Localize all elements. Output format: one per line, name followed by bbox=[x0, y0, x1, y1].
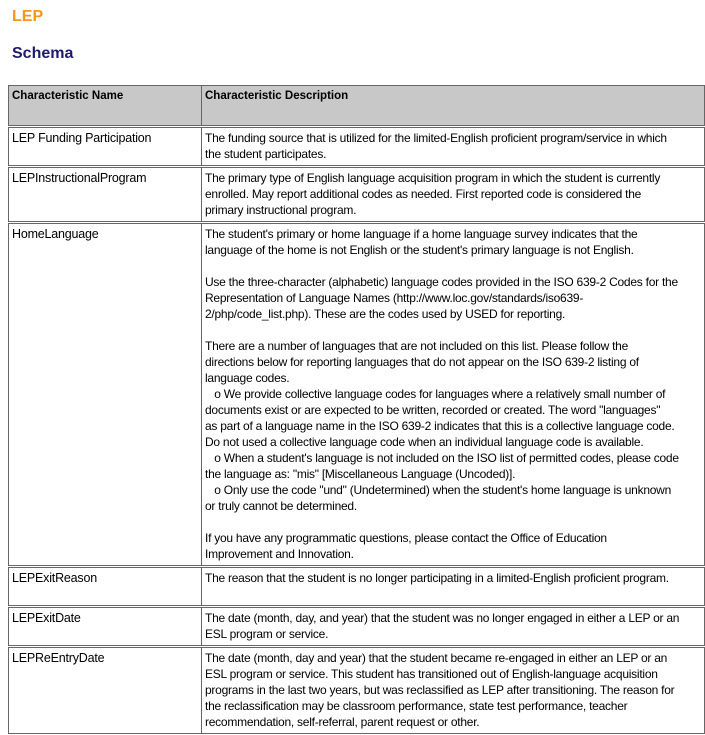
description-line: o We provide collective language codes for languages where a relatively small number of bbox=[205, 387, 666, 401]
description-line: The reason that the student is no longer participating in a limited-English proficient program. bbox=[205, 571, 669, 585]
header-name: Characteristic Name bbox=[8, 85, 201, 126]
table-header-row bbox=[8, 85, 705, 126]
description-line: programs in the last two years, but was reclassified as LEP after transitioning. The reason for bbox=[205, 683, 675, 697]
characteristic-name: LEPInstructionalProgram bbox=[8, 167, 201, 222]
description-line: enrolled. May report additional codes as needed. First reported code is considered the bbox=[205, 187, 642, 201]
description-line: language codes. bbox=[205, 371, 290, 385]
characteristic-description bbox=[201, 223, 705, 566]
description-line: The primary type of English language acquisition program in which the student is currently bbox=[205, 171, 661, 185]
description-line: or truly cannot be determined. bbox=[205, 499, 357, 513]
description-line: the student participates. bbox=[205, 147, 327, 161]
description-line bbox=[205, 586, 701, 602]
table-row bbox=[8, 167, 705, 222]
description-line: There are a number of languages that are not included on this list. Please follow the bbox=[205, 339, 629, 353]
description-line: recommendation, self-referral, parent request or other. bbox=[205, 715, 480, 729]
description-line: The student's primary or home language if a home language survey indicates that the bbox=[205, 227, 638, 241]
description-line: as part of a language name in the ISO 639-2 indicates that this is a collective language code. bbox=[205, 419, 675, 433]
characteristic-description bbox=[201, 167, 705, 222]
description-line: the language as: "mis" [Miscellaneous Language (Uncoded)]. bbox=[205, 467, 516, 481]
section-title: LEP bbox=[12, 8, 44, 25]
schema-table bbox=[8, 84, 705, 735]
table-row bbox=[8, 223, 705, 566]
characteristic-name: LEPReEntryDate bbox=[8, 647, 201, 734]
description-line: Use the three-character (alphabetic) language codes provided in the ISO 639-2 Codes for the bbox=[205, 275, 678, 289]
characteristic-name: LEPExitDate bbox=[8, 607, 201, 646]
description-line: Improvement and Innovation. bbox=[205, 547, 354, 561]
table-row bbox=[8, 607, 705, 646]
description-line: o When a student's language is not included on the ISO list of permitted codes, please code bbox=[205, 451, 679, 465]
description-line bbox=[205, 258, 701, 274]
characteristic-description bbox=[201, 567, 705, 606]
description-line: ESL program or service. This student has transitioned out of English-language acquisition bbox=[205, 667, 658, 681]
header-description: Characteristic Description bbox=[201, 85, 705, 126]
characteristic-name: HomeLanguage bbox=[8, 223, 201, 566]
description-line: primary instructional program. bbox=[205, 203, 357, 217]
description-line: Representation of Language Names (http://www.loc.gov/standards/iso639- bbox=[205, 291, 584, 305]
description-line: directions below for reporting languages that do not appear on the ISO 639-2 listing of bbox=[205, 355, 639, 369]
description-line: If you have any programmatic questions, please contact the Office of Education bbox=[205, 531, 607, 545]
description-line: The date (month, day and year) that the student became re-engaged in either an LEP or an bbox=[205, 651, 668, 665]
description-line: the reclassification may be classroom performance, state test performance, teacher bbox=[205, 699, 628, 713]
description-line bbox=[205, 322, 701, 338]
table-row bbox=[8, 647, 705, 734]
description-line: documents exist or are expected to be written, recorded or created. The word "languages" bbox=[205, 403, 661, 417]
description-line: ESL program or service. bbox=[205, 627, 329, 641]
table-row bbox=[8, 127, 705, 166]
description-line: 2/php/code_list.php). These are the codes used by USED for reporting. bbox=[205, 307, 566, 321]
description-line: The date (month, day, and year) that the student was no longer engaged in either a LEP or an bbox=[205, 611, 680, 625]
description-line bbox=[205, 514, 701, 530]
table-row bbox=[8, 567, 705, 606]
description-line: o Only use the code "und" (Undetermined) when the student's home language is unknown bbox=[205, 483, 672, 497]
schema-heading: Schema bbox=[12, 45, 74, 62]
characteristic-name: LEP Funding Participation bbox=[8, 127, 201, 166]
description-line: language of the home is not English or the student's primary language is not English. bbox=[205, 243, 634, 257]
characteristic-description bbox=[201, 127, 705, 166]
characteristic-name: LEPExitReason bbox=[8, 567, 201, 606]
description-line: Do not used a collective language code when an individual language code is available. bbox=[205, 435, 644, 449]
characteristic-description bbox=[201, 607, 705, 646]
description-line: The funding source that is utilized for the limited-English proficient program/service in which bbox=[205, 131, 667, 145]
characteristic-description bbox=[201, 647, 705, 734]
